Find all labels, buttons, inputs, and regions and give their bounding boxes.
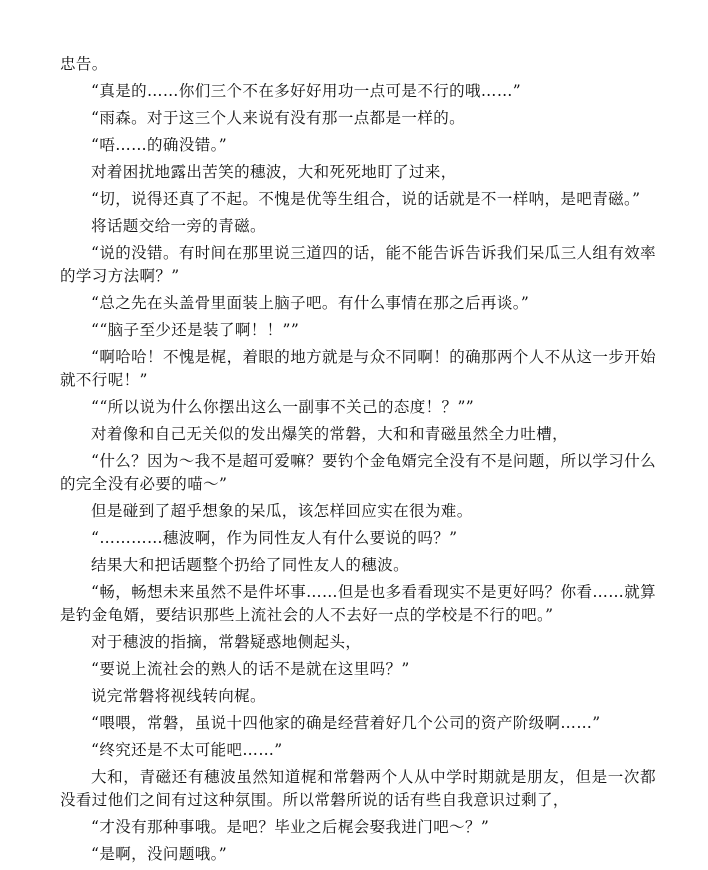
paragraph-16: “…………穗波啊，作为同性友人有什么要说的吗？” bbox=[91, 529, 458, 547]
paragraph-2: “真是的……你们三个不在多好好用功一点可是不行的哦……” bbox=[91, 82, 522, 100]
paragraph-11: “啊哈哈！不愧是梶，着眼的地方就是与众不同啊！的确那两个人不从这一步开始就不行呢！” bbox=[60, 348, 656, 389]
paragraph-26: “是啊，没问题哦。” bbox=[91, 845, 228, 863]
paragraph-23: “终究还是不太可能吧……” bbox=[91, 741, 283, 759]
paragraph-3: “雨森。对于这三个人来说有没有那一点都是一样的。 bbox=[91, 109, 466, 127]
paragraph-21: 说完常磐将视线转向梶。 bbox=[91, 687, 266, 705]
paragraph-8: “说的没错。有时间在那里说三道四的话，能不能告诉告诉我们呆瓜三人组有效率的学习方法啊？” bbox=[60, 244, 656, 285]
paragraph-7: 将话题交给一旁的青磁。 bbox=[91, 217, 266, 235]
paragraph-18: “畅，畅想未来虽然不是件坏事……但是也多看看现实不是更好吗？你看……就算是钓金龟婿，要结识那些上流社会的人不去好一点的学校是不行的吧。” bbox=[60, 583, 656, 624]
paragraph-9: “总之先在头盖骨里面装上脑子吧。有什么事情在那之后再谈。” bbox=[91, 294, 530, 312]
paragraph-24: 大和，青磁还有穗波虽然知道梶和常磐两个人从中学时期就是朋友，但是一次都没看过他们之间有过这种氛围。所以常磐所说的话有些自我意识过剩了， bbox=[60, 768, 656, 809]
paragraph-15: 但是碰到了超乎想象的呆瓜，该怎样回应实在很为难。 bbox=[91, 502, 473, 520]
paragraph-17: 结果大和把话题整个扔给了同性友人的穗波。 bbox=[91, 556, 410, 574]
paragraph-12: ““所以说为什么你摆出这么一副事不关己的态度！？”” bbox=[91, 398, 475, 416]
paragraph-1: 忠告。 bbox=[60, 55, 108, 73]
paragraph-22: “喂喂，常磐，虽说十四他家的确是经营着好几个公司的资产阶级啊……” bbox=[91, 714, 601, 732]
paragraph-14: “什么？因为～我不是超可爱嘛？要钓个金龟婿完全没有不是问题，所以学习什么的完全没有必要的喵～” bbox=[60, 452, 656, 493]
paragraph-4: “唔……的确没错。” bbox=[91, 136, 228, 154]
paragraph-20: “要说上流社会的熟人的话不是就在这里吗？” bbox=[91, 660, 410, 678]
paragraph-13: 对着像和自己无关似的发出爆笑的常磐，大和和青磁虽然全力吐槽， bbox=[91, 425, 569, 443]
paragraph-10: ““脑子至少还是装了啊！！”” bbox=[91, 321, 300, 339]
paragraph-19: 对于穗波的指摘，常磐疑惑地侧起头， bbox=[91, 633, 362, 651]
paragraph-5: 对着困扰地露出苦笑的穗波，大和死死地盯了过来， bbox=[91, 163, 457, 181]
paragraph-6: “切，说得还真了不起。不愧是优等生组合，说的话就是不一样呐，是吧青磁。” bbox=[91, 190, 641, 208]
paragraph-25: “才没有那种事哦。是吧？毕业之后梶会娶我进门吧～？” bbox=[91, 818, 490, 836]
